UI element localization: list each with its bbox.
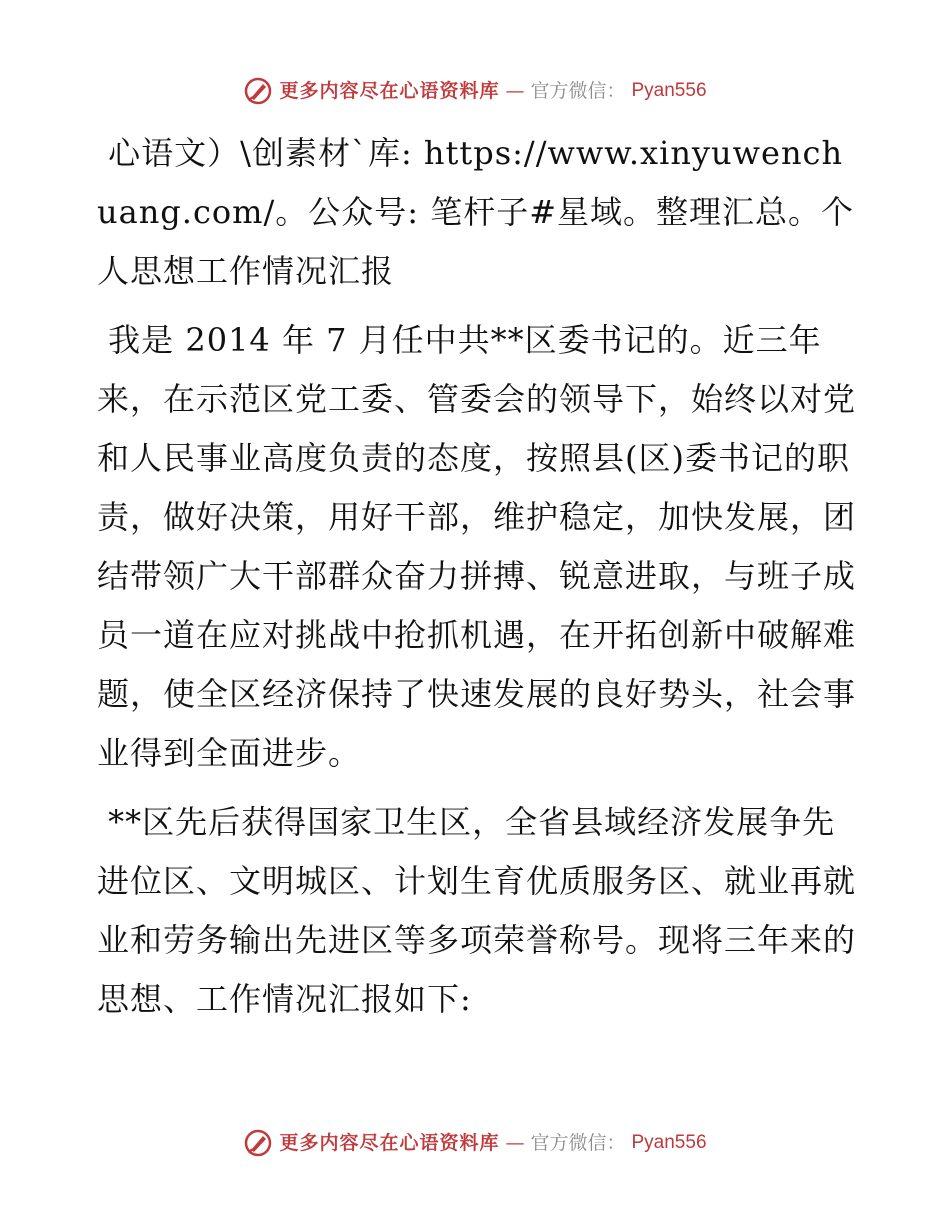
paragraph-honors: **区先后获得国家卫生区，全省县域经济发展争先进位区、文明城区、计划生育优质服务区、就业再就业和劳务输出先进区等多项荣誉称号。现将三年来的思想、工作情况汇报如下: (97, 803, 857, 1018)
document-body (97, 124, 857, 1029)
paragraph-intro: 心语文）\创素材`库: https://www.xinyuwenchuang.com/。公众号: 笔杆子#星域。整理汇总。个人思想工作情况汇报 (97, 134, 855, 290)
paragraph-main: 我是 2014 年 7 月任中共**区委书记的。近三年来，在示范区党工委、管委会的领导下，始终以对党和人民事业高度负责的态度，按照县(区)委书记的职责，做好决策，用好干部，维护稳定，加快发展，团结带领广大干部群众奋力拼搏、锐意进取，与班子成员一道在应对挑战中抢抓机遇，在开拓创新中破解难题，使全区经济保持了快速发展的良好势头，社会事业得到全面进步。 (97, 321, 857, 772)
watermark-wechat-id: Pyan556 (631, 1132, 707, 1153)
watermark-main-text: 更多内容尽在心语资料库 (279, 80, 500, 102)
watermark-official-text: 官方微信： (530, 80, 626, 102)
footer-watermark (0, 1128, 950, 1158)
quill-pen-logo-icon (243, 1128, 273, 1158)
quill-pen-logo-icon (243, 76, 273, 106)
watermark-dash: — (505, 80, 525, 102)
watermark-dash: — (505, 1132, 525, 1154)
watermark-wechat-id: Pyan556 (631, 80, 707, 101)
watermark-official-text: 官方微信： (530, 1132, 626, 1154)
header-watermark (0, 76, 950, 106)
watermark-main-text: 更多内容尽在心语资料库 (279, 1132, 500, 1154)
